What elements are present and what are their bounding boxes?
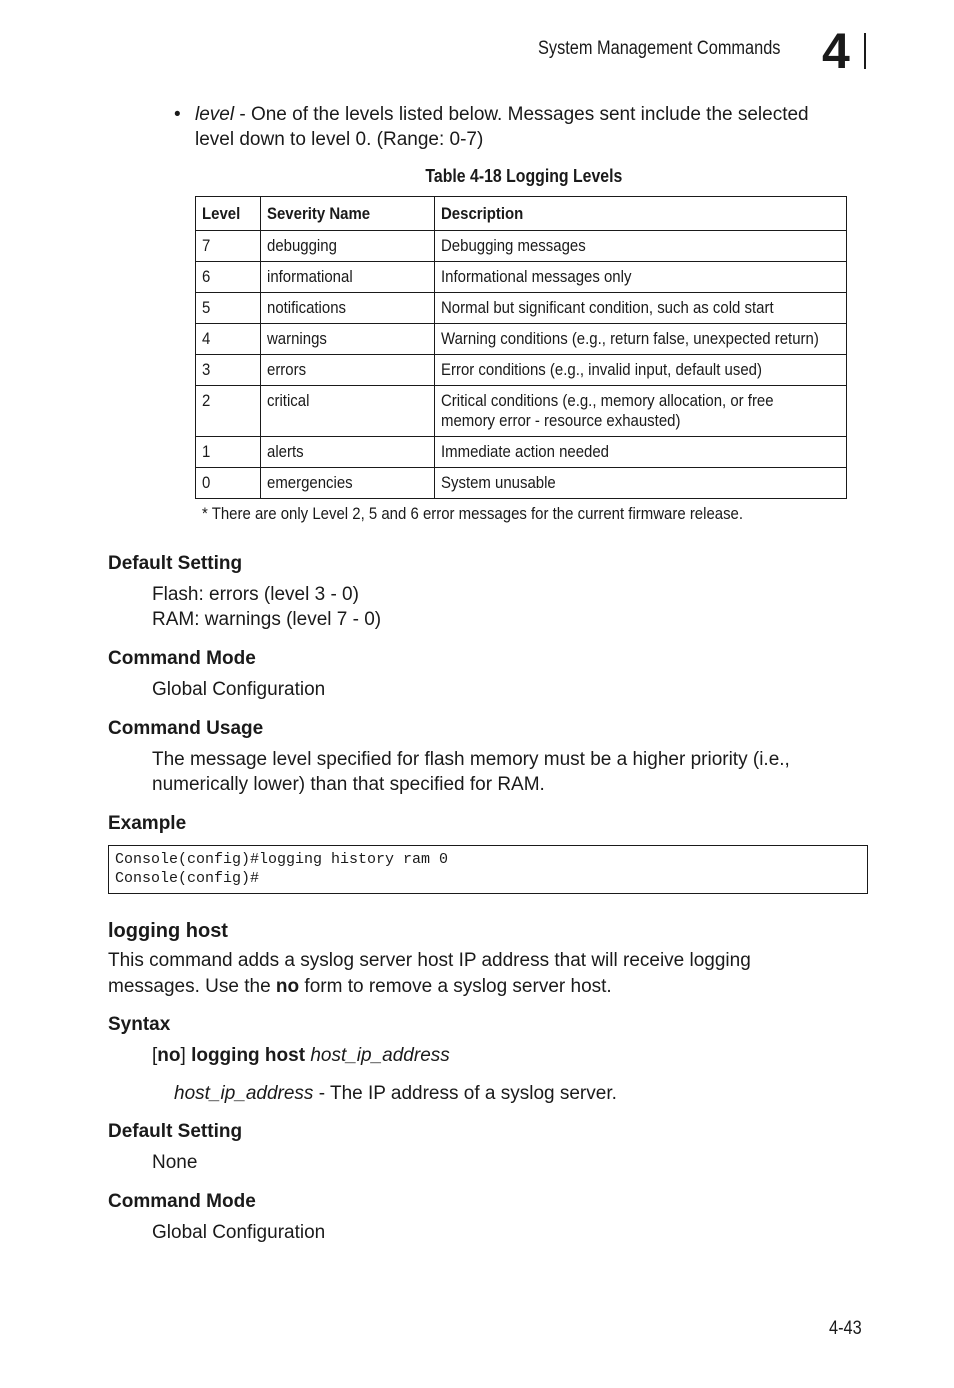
- default-setting-heading: Default Setting: [108, 553, 243, 574]
- running-header: System Management Commands: [538, 38, 781, 59]
- level-desc: - One of the levels listed below. Messages sent include the selected: [234, 104, 809, 125]
- level-cell: 3: [202, 360, 211, 379]
- level-cell: 4: [202, 329, 211, 348]
- description-cell: Debugging messages: [441, 236, 586, 255]
- severity-cell: debugging: [267, 236, 337, 255]
- table-caption: Table 4-18 Logging Levels: [425, 166, 623, 186]
- bullet: •: [174, 104, 181, 125]
- command-usage-line2: numerically lower) than that specified for RAM.: [152, 774, 545, 795]
- command-desc-line2: messages. Use the no form to remove a syslog server host.: [108, 976, 612, 997]
- description-cell-line1: Critical conditions (e.g., memory allocation, or free: [441, 391, 774, 410]
- col-header-level: Level: [196, 197, 261, 231]
- level-cell: 7: [202, 236, 211, 255]
- severity-cell: warnings: [267, 329, 327, 348]
- description-cell: Error conditions (e.g., invalid input, default used): [441, 360, 762, 379]
- description-cell: System unusable: [441, 473, 556, 492]
- command-mode-value-2: Global Configuration: [152, 1222, 326, 1243]
- severity-cell: emergencies: [267, 473, 353, 492]
- table-header-row: [196, 197, 847, 231]
- chapter-number: 4: [822, 23, 850, 79]
- command-usage-heading: Command Usage: [108, 718, 264, 739]
- table-row: [196, 231, 847, 262]
- severity-cell: alerts: [267, 442, 304, 461]
- level-cell: 6: [202, 267, 211, 286]
- command-mode-value: Global Configuration: [152, 679, 326, 700]
- level-cell: 1: [202, 442, 211, 461]
- command-mode-heading-2: Command Mode: [108, 1191, 256, 1212]
- syntax-command: logging host: [191, 1045, 306, 1066]
- description-cell: Immediate action needed: [441, 442, 609, 461]
- level-param-line1: [195, 102, 809, 127]
- default-setting-value-2: None: [152, 1152, 198, 1173]
- logging-levels-table: [195, 196, 847, 499]
- description-cell: Warning conditions (e.g., return false, unexpected return): [441, 329, 819, 348]
- param-term: host_ip_address: [174, 1083, 314, 1104]
- description-cell: Normal but significant condition, such as cold start: [441, 298, 774, 317]
- level-cell: 2: [202, 391, 211, 410]
- default-ram: RAM: warnings (level 7 - 0): [152, 609, 382, 630]
- severity-cell: informational: [267, 267, 353, 286]
- command-usage-line1: The message level specified for flash memory must be a higher priority (i.e.,: [152, 749, 790, 770]
- level-cell: 5: [202, 298, 211, 317]
- table-row: [196, 324, 847, 355]
- code-example: [108, 845, 868, 894]
- table-row: [196, 437, 847, 468]
- col-header-severity: Severity Name: [261, 197, 435, 231]
- col-header-description: Description: [435, 197, 847, 231]
- no-keyword: no: [275, 976, 300, 997]
- example-heading: Example: [108, 813, 187, 834]
- table-row: [196, 355, 847, 386]
- table-row: [196, 262, 847, 293]
- table-row: [196, 468, 847, 499]
- default-setting-heading-2: Default Setting: [108, 1121, 243, 1142]
- table-row: [196, 386, 847, 437]
- description-cell: Informational messages only: [441, 267, 632, 286]
- description-cell-line2: memory error - resource exhausted): [441, 411, 681, 430]
- command-title: logging host: [108, 920, 228, 942]
- table-row: [196, 293, 847, 324]
- command-desc-line1: This command adds a syslog server host IP address that will receive logging: [108, 950, 751, 971]
- syntax-line: [no] logging host host_ip_address: [152, 1045, 450, 1066]
- syntax-no: no: [157, 1045, 181, 1066]
- severity-cell: errors: [267, 360, 307, 379]
- level-cell: 0: [202, 473, 211, 492]
- level-param-line2: level down to level 0. (Range: 0-7): [195, 129, 484, 150]
- table-footnote: * There are only Level 2, 5 and 6 error messages for the current firmware release.: [202, 504, 744, 523]
- code-line: Console(config)#logging history ram 0: [115, 851, 449, 868]
- page-number: 4-43: [829, 1318, 862, 1339]
- severity-cell: notifications: [267, 298, 347, 317]
- default-flash: Flash: errors (level 3 - 0): [152, 584, 359, 605]
- syntax-argument: host_ip_address: [310, 1045, 450, 1066]
- command-mode-heading: Command Mode: [108, 648, 256, 669]
- chapter-divider: [864, 33, 866, 69]
- syntax-heading: Syntax: [108, 1014, 171, 1035]
- level-term: level: [195, 104, 235, 125]
- code-line: Console(config)#: [115, 870, 260, 887]
- severity-cell: critical: [267, 391, 310, 410]
- param-description: host_ip_address - The IP address of a syslog server.: [174, 1083, 617, 1104]
